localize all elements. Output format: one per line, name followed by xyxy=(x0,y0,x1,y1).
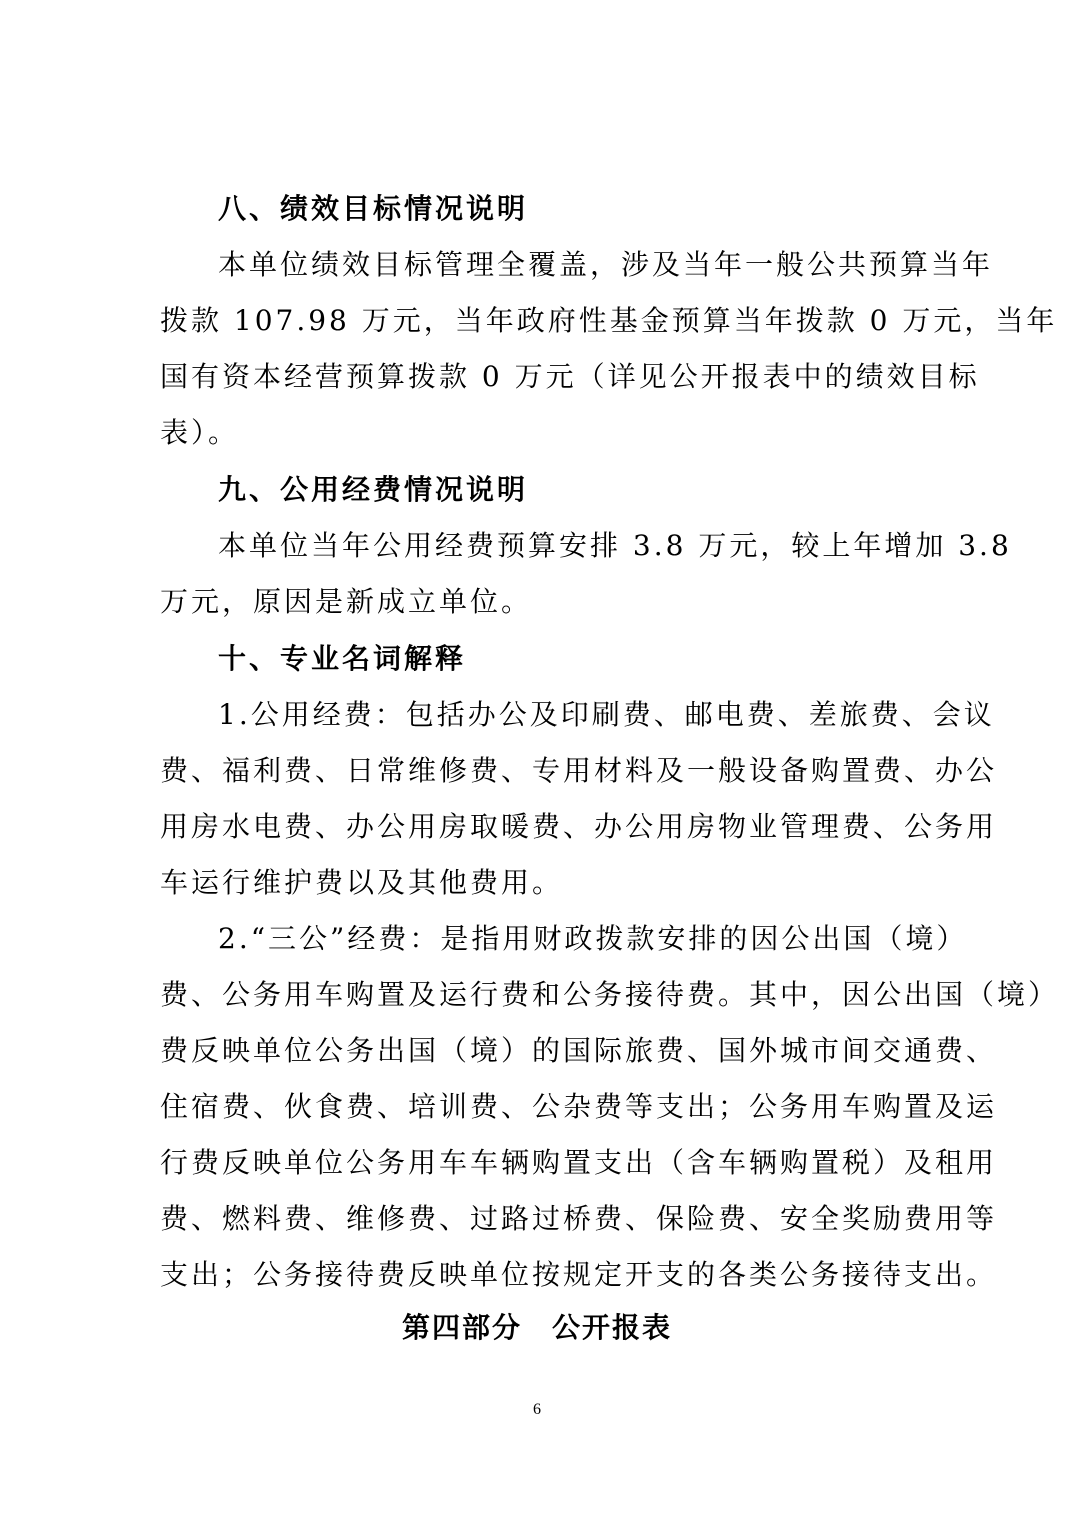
section-paragraph xyxy=(160,237,1058,461)
text-line: 国有资本经营预算拨款 0 万元（详见公开报表中的绩效目标 xyxy=(160,360,980,393)
section-performance-targets xyxy=(160,181,1058,461)
text-line: 拨款 107.98 万元，当年政府性基金预算当年拨款 0 万元，当年 xyxy=(160,304,1058,337)
text-line: 费反映单位公务出国（境）的国际旅费、国外城市间交通费、 xyxy=(160,1034,998,1067)
text-line: 车运行维护费以及其他费用。 xyxy=(160,866,564,899)
part-title: 第四部分 公开报表 xyxy=(401,1311,672,1344)
section-paragraph xyxy=(160,518,1012,630)
section-public-expenses xyxy=(160,462,1012,630)
glossary-item-three-public-expenses xyxy=(160,911,1060,1303)
text-line: 万元，原因是新成立单位。 xyxy=(160,585,533,618)
text-line: 2.“三公”经费：是指用财政拨款安排的因公出国（境） xyxy=(218,922,968,955)
section-glossary xyxy=(160,631,1060,1303)
section-heading: 八、绩效目标情况说明 xyxy=(218,192,529,225)
section-heading: 九、公用经费情况说明 xyxy=(218,473,529,506)
section-heading: 十、专业名词解释 xyxy=(218,642,467,675)
glossary-item-public-expenses xyxy=(160,687,998,911)
text-line: 费、福利费、日常维修费、专用材料及一般设备购置费、办公 xyxy=(160,754,998,787)
text-line: 费、公务用车购置及运行费和公务接待费。其中，因公出国（境） xyxy=(160,978,1060,1011)
text-line: 行费反映单位公务用车车辆购置支出（含车辆购置税）及租用 xyxy=(160,1146,998,1179)
text-line: 表）。 xyxy=(160,416,240,449)
text-line: 费、燃料费、维修费、过路过桥费、保险费、安全奖励费用等 xyxy=(160,1202,998,1235)
text-line: 住宿费、伙食费、培训费、公杂费等支出；公务用车购置及运 xyxy=(160,1090,998,1123)
page-number: 6 xyxy=(533,1401,541,1418)
text-line: 1.公用经费：包括办公及印刷费、邮电费、差旅费、会议 xyxy=(218,698,995,731)
text-line: 支出；公务接待费反映单位按规定开支的各类公务接待支出。 xyxy=(160,1258,998,1291)
text-line: 本单位绩效目标管理全覆盖，涉及当年一般公共预算当年 xyxy=(218,248,994,281)
text-line: 用房水电费、办公用房取暖费、办公用房物业管理费、公务用 xyxy=(160,810,998,843)
text-line: 本单位当年公用经费预算安排 3.8 万元，较上年增加 3.8 xyxy=(218,529,1012,562)
